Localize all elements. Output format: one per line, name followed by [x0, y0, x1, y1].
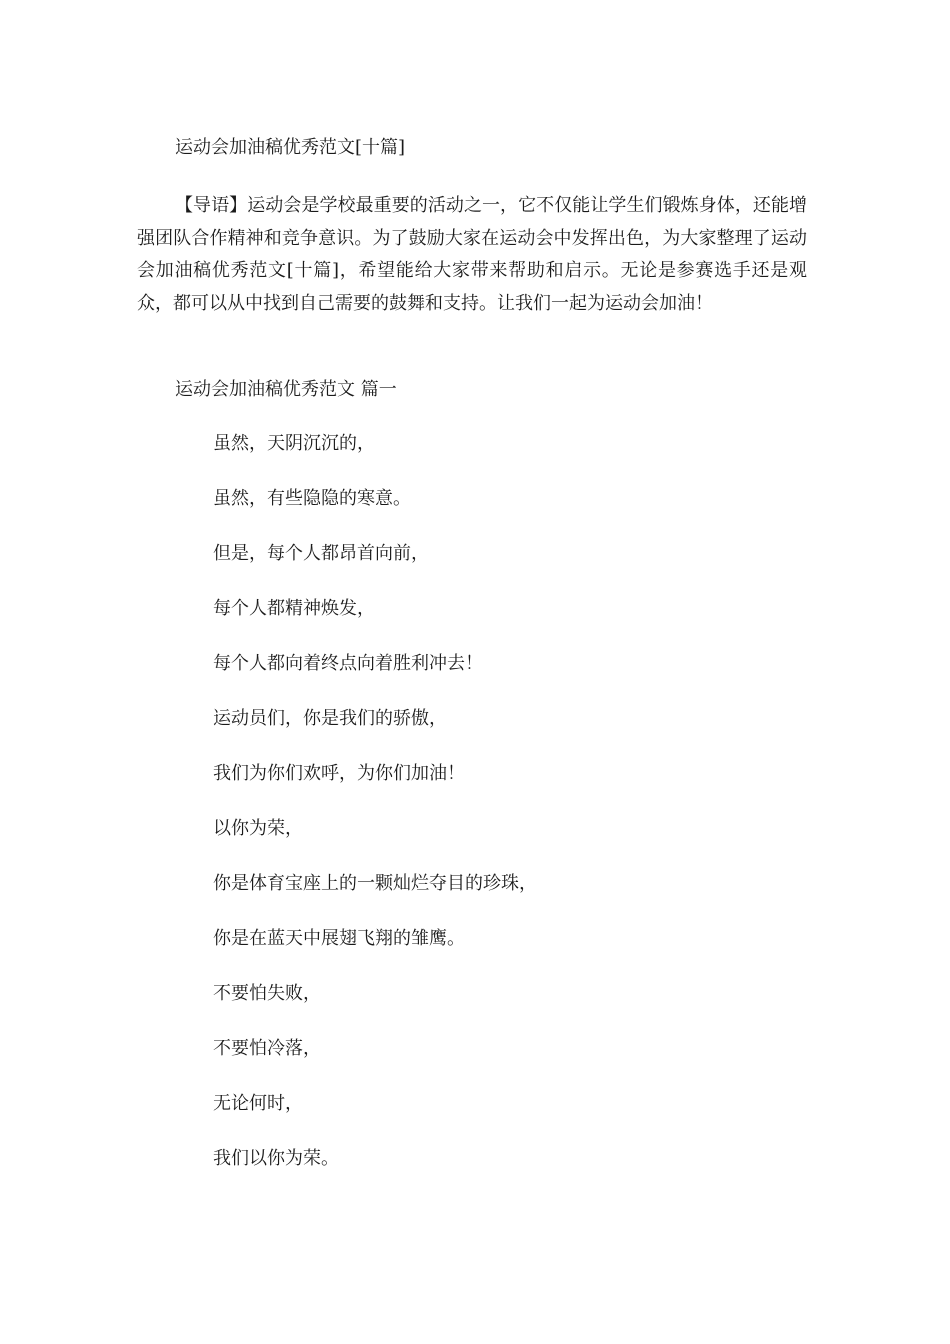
poem-line: 我们为你们欢呼，为你们加油！ [213, 763, 465, 784]
section-title: 运动会加油稿优秀范文 篇一 [175, 379, 397, 400]
poem-line: 每个人都向着终点向着胜利冲去！ [213, 653, 483, 674]
poem-line: 不要怕失败， [213, 983, 321, 1004]
poem-line: 但是，每个人都昂首向前， [213, 543, 429, 564]
poem-line: 每个人都精神焕发， [213, 598, 375, 619]
document-title: 运动会加油稿优秀范文[十篇] [175, 137, 406, 158]
poem-line: 你是在蓝天中展翅飞翔的雏鹰。 [213, 928, 465, 949]
poem [213, 432, 537, 1202]
poem-line: 你是体育宝座上的一颗灿烂夺目的珍珠， [213, 873, 537, 894]
poem-line: 无论何时， [213, 1093, 303, 1114]
poem-line: 虽然，有些隐隐的寒意。 [213, 488, 411, 509]
poem-line: 不要怕冷落， [213, 1038, 321, 1059]
poem-line: 虽然，天阴沉沉的， [213, 433, 375, 454]
intro-paragraph: 【导语】运动会是学校最重要的活动之一，它不仅能让学生们锻炼身体，还能增强团队合作精神和竞争意识。为了鼓励大家在运动会中发挥出色，为大家整理了运动会加油稿优秀范文[十篇]，希望能给大家带来帮助和启示。无论是参赛选手还是观众，都可以从中找到自己需要的鼓舞和支持。让我们一起为运动会加油！ [137, 195, 807, 314]
poem-line: 以你为荣， [213, 818, 303, 839]
poem-line: 我们以你为荣。 [213, 1148, 339, 1169]
poem-line: 运动员们，你是我们的骄傲， [213, 708, 447, 729]
